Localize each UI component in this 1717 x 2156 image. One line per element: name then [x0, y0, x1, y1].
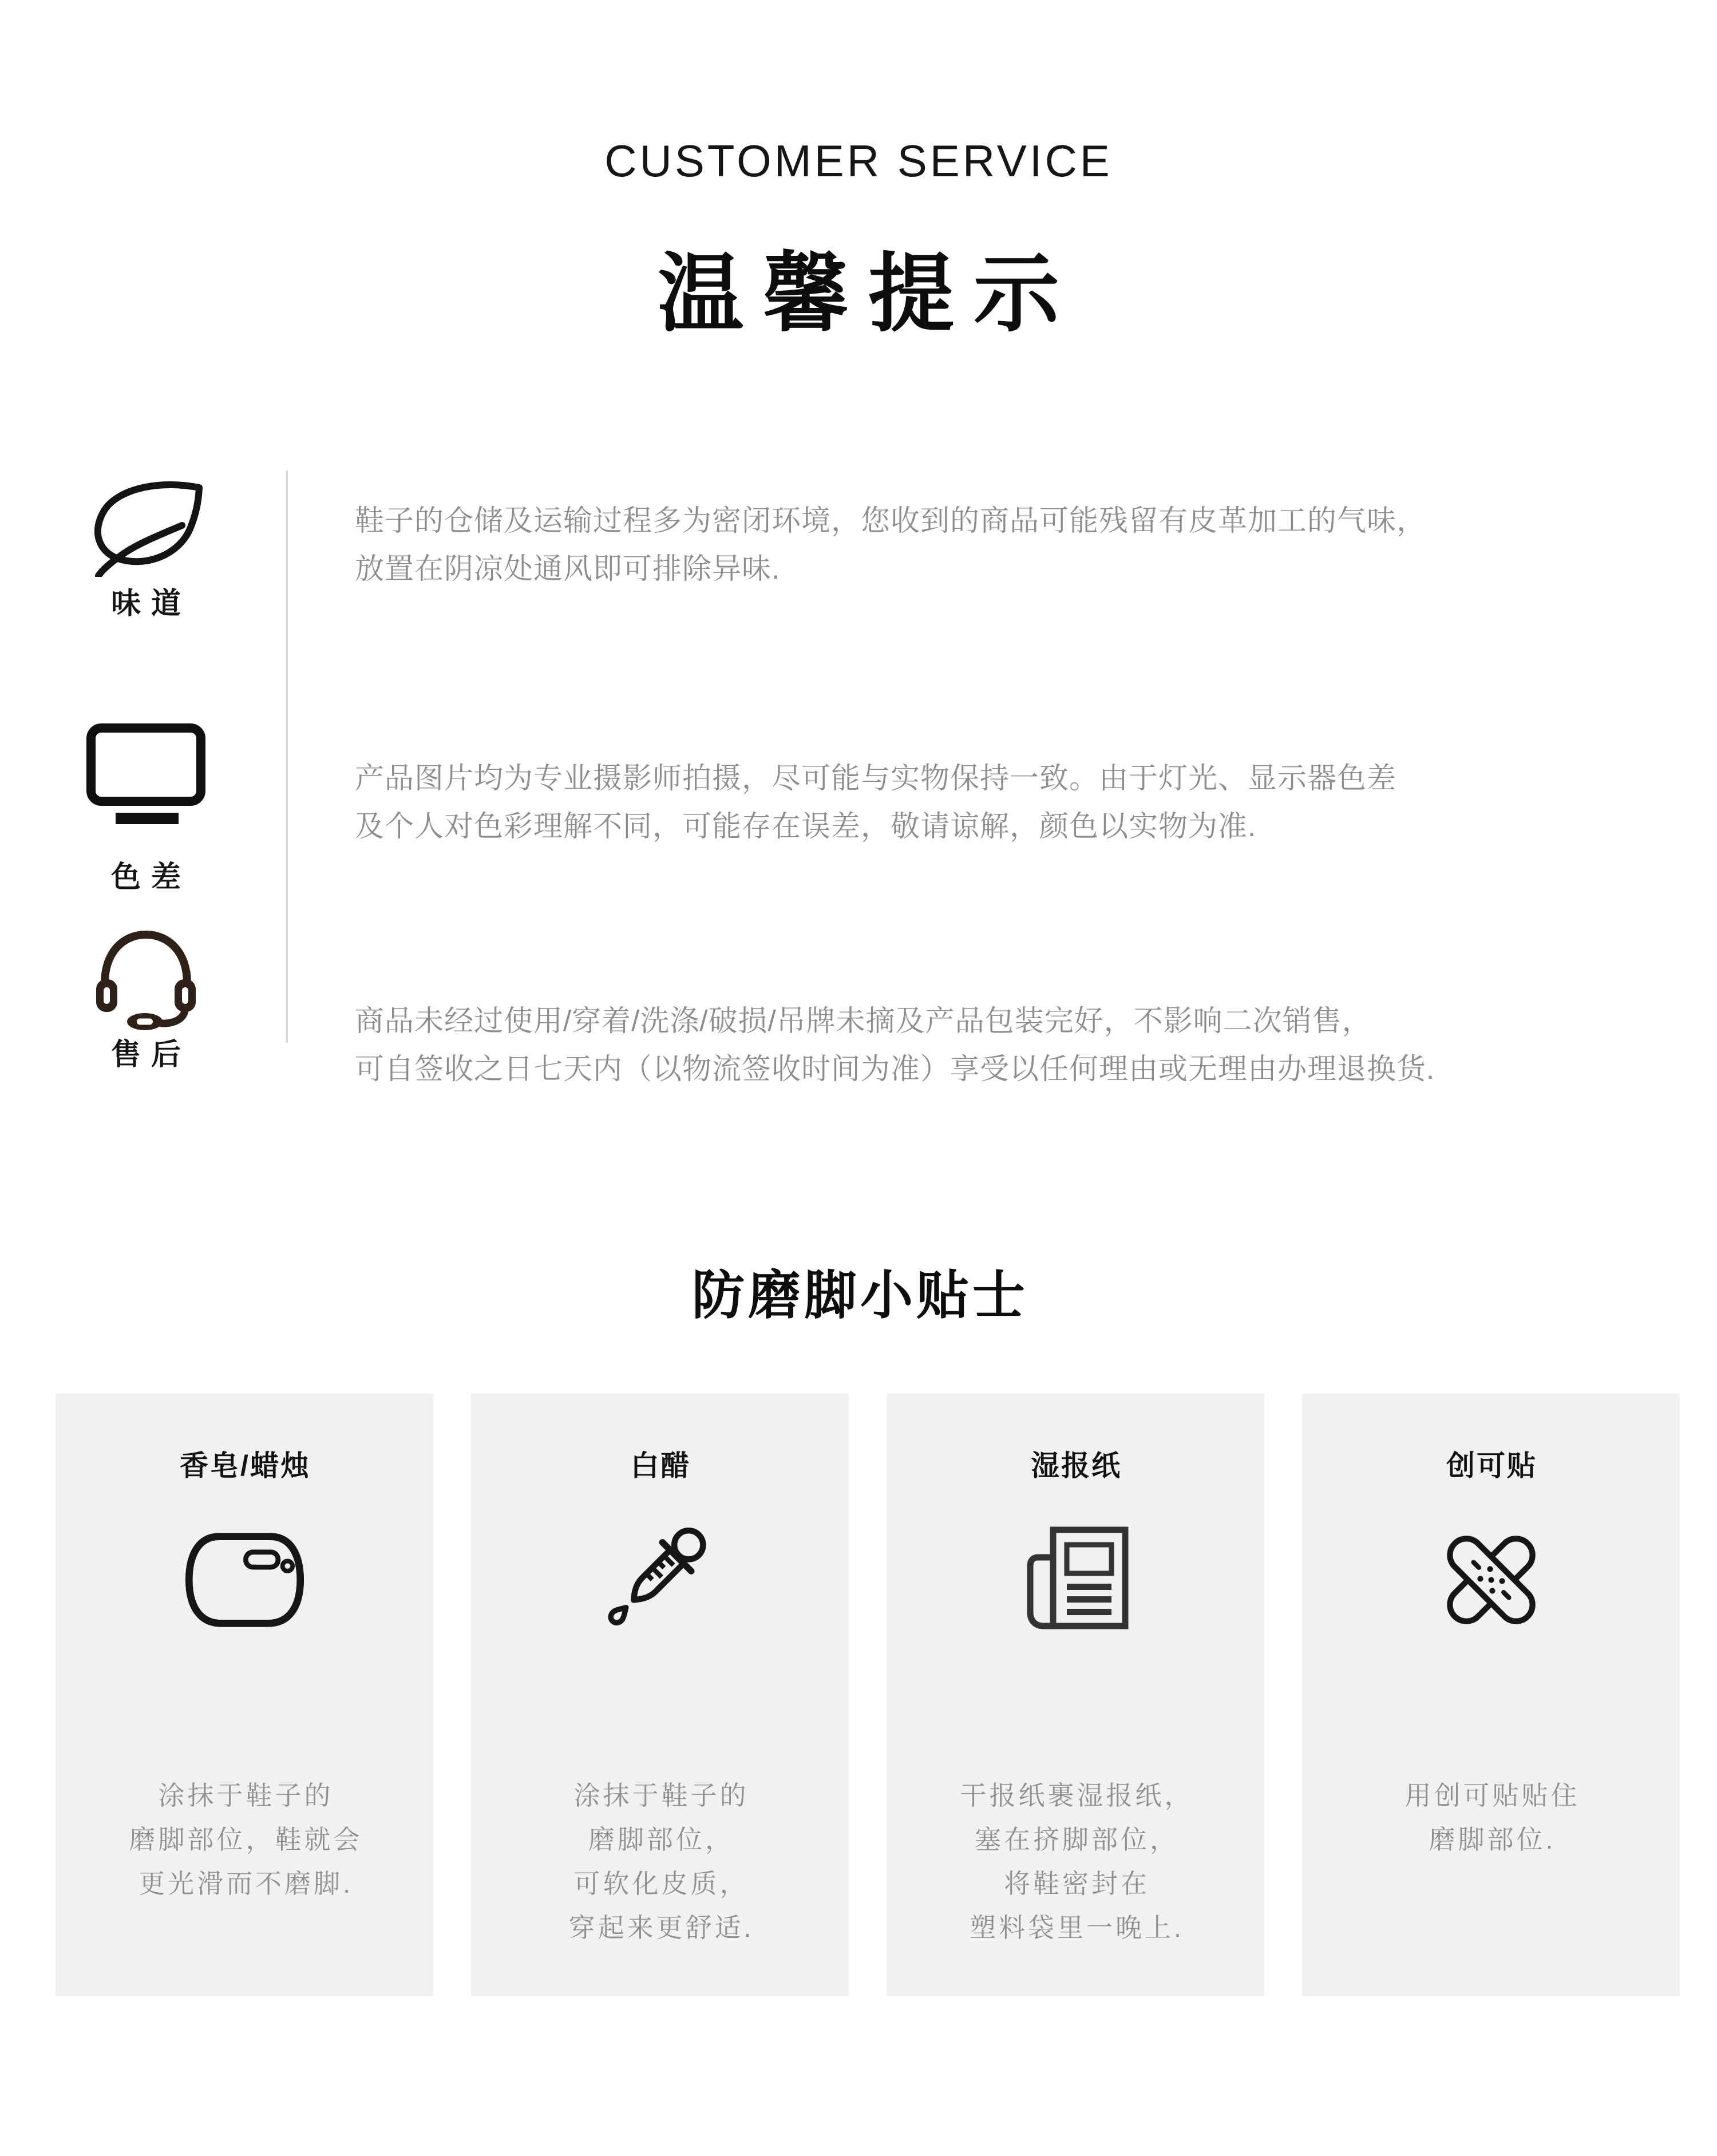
card-title: 湿报纸 [1031, 1450, 1122, 1482]
vertical-divider [286, 470, 288, 1043]
section-title-anti-rub: 防磨脚小贴士 [691, 1267, 1028, 1325]
tip-text-smell [355, 497, 1426, 593]
soap-icon [56, 1508, 433, 1651]
tip-text-line: 及个人对色彩理解不同，可能存在误差，敬请谅解，颜色以实物为准. [355, 810, 1257, 842]
tip-text-aftersale [355, 997, 1435, 1093]
card-desc-line: 用创可贴贴住 [1405, 1781, 1580, 1810]
card-desc-line: 磨脚部位，鞋就会 [129, 1825, 363, 1854]
page-eyebrow: CUSTOMER SERVICE [604, 136, 1113, 186]
card-title: 香皂/蜡烛 [180, 1450, 311, 1482]
card-description [1302, 1774, 1680, 1862]
card-desc-line: 磨脚部位. [1429, 1825, 1556, 1854]
card-description [887, 1774, 1264, 1950]
card-desc-line: 塞在挤脚部位， [975, 1825, 1179, 1854]
tip-text-line: 可自签收之日七天内（以物流签收时间为准）享受以任何理由或无理由办理退换货. [355, 1053, 1435, 1085]
tip-text-line: 鞋子的仓储及运输过程多为密闭环境，您收到的商品可能残留有皮革加工的气味， [355, 504, 1427, 537]
tip-text-color [355, 754, 1396, 850]
card-description [471, 1774, 849, 1950]
card-desc-line: 穿起来更舒适. [568, 1913, 754, 1943]
card-desc-line: 磨脚部位， [588, 1825, 734, 1854]
card-soap-candle [56, 1394, 433, 1996]
newspaper-icon [887, 1508, 1264, 1651]
card-desc-line: 将鞋密封在 [1004, 1869, 1150, 1898]
headset-icon [57, 920, 235, 1032]
card-desc-line: 更光滑而不磨脚. [139, 1869, 353, 1898]
tip-label-aftersale: 售后 [110, 1038, 191, 1071]
card-desc-line: 涂抹于鞋子的 [573, 1781, 749, 1810]
card-desc-line: 涂抹于鞋子的 [158, 1781, 334, 1810]
tip-text-line: 产品图片均为专业摄影师拍摄，尽可能与实物保持一致。由于灯光、显示器色差 [355, 762, 1397, 794]
page-title: 温馨提示 [657, 246, 1079, 342]
tip-label-color: 色差 [110, 861, 191, 894]
monitor-icon [57, 722, 235, 825]
card-title: 白醋 [630, 1450, 691, 1482]
card-desc-line: 可软化皮质， [573, 1869, 749, 1898]
card-description [56, 1774, 433, 1906]
card-desc-line: 干报纸裹湿报纸， [960, 1781, 1194, 1810]
card-wet-newspaper [887, 1394, 1264, 1996]
bandaid-icon [1302, 1508, 1680, 1651]
dropper-icon [471, 1508, 849, 1651]
leaf-icon [57, 480, 235, 577]
card-desc-line: 塑料袋里一晚上. [970, 1913, 1184, 1943]
tip-text-line: 放置在阴凉处通风即可排除异味. [355, 552, 781, 585]
anti-rub-cards [56, 1394, 1680, 1996]
card-white-vinegar [471, 1394, 849, 1996]
card-band-aid [1302, 1394, 1680, 1996]
tip-text-line: 商品未经过使用/穿着/洗涤/破损/吊牌未摘及产品包装完好，不影响二次销售， [355, 1004, 1372, 1037]
tip-label-smell: 味道 [110, 587, 191, 620]
card-title: 创可贴 [1446, 1450, 1537, 1482]
